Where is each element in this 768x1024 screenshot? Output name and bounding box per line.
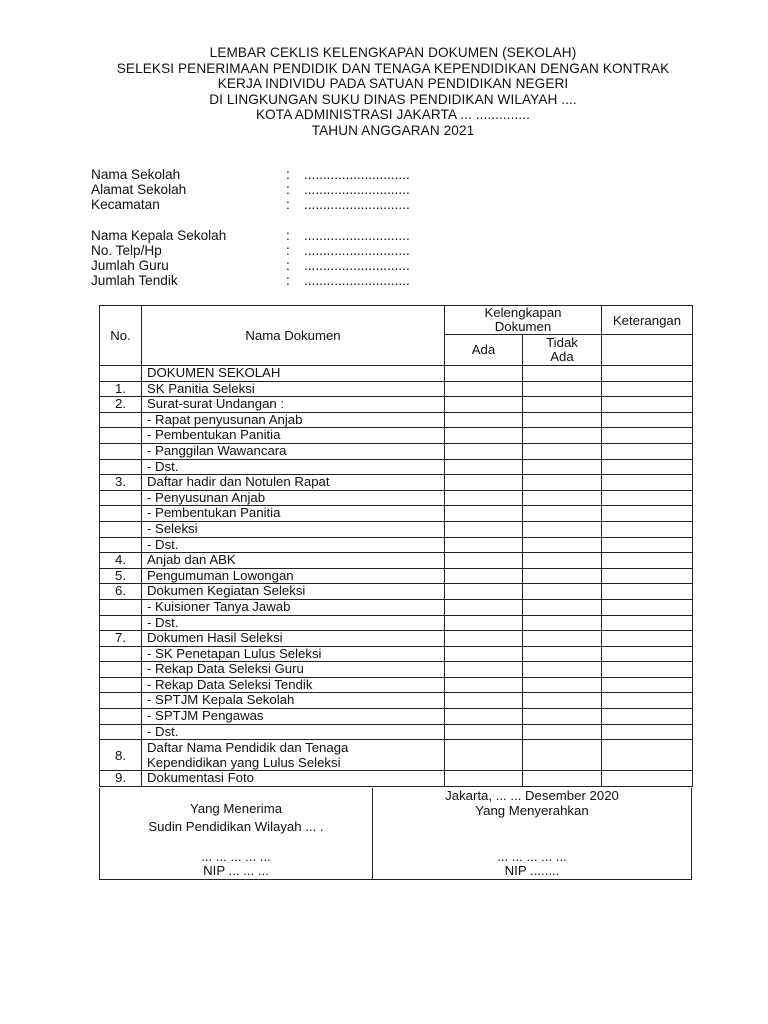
cell-tidak-ada	[523, 490, 602, 506]
receiver-nip: NIP ... ... ...	[203, 863, 269, 878]
cell-ada	[445, 709, 523, 725]
cell-keterangan	[602, 537, 693, 553]
table-row	[100, 366, 693, 382]
table-row	[100, 443, 693, 459]
cell-ada	[445, 740, 523, 771]
title-line: LEMBAR CEKLIS KELENGKAPAN DOKUMEN (SEKOLAH)	[209, 45, 577, 60]
title-line: KOTA ADMINISTRASI JAKARTA ... ..............	[255, 107, 531, 122]
row-number	[100, 537, 142, 553]
table-row	[100, 459, 693, 475]
cell-keterangan	[602, 366, 693, 382]
cell-tidak-ada	[523, 709, 602, 725]
header-kelengkapan-line: Dokumen	[494, 319, 552, 334]
row-document-name: - Kuisioner Tanya Jawab	[142, 599, 445, 615]
row-number	[100, 412, 142, 428]
table-row	[100, 740, 693, 771]
cell-tidak-ada	[523, 412, 602, 428]
cell-ada	[445, 428, 523, 444]
cell-tidak-ada	[523, 599, 602, 615]
table-row	[100, 646, 693, 662]
cell-keterangan	[602, 459, 693, 475]
row-number: 9.	[100, 771, 142, 787]
info-value: ............................	[304, 228, 410, 243]
cell-tidak-ada	[523, 615, 602, 631]
cell-ada	[445, 459, 523, 475]
cell-keterangan	[602, 397, 693, 413]
cell-keterangan	[602, 443, 693, 459]
row-number	[100, 693, 142, 709]
cell-tidak-ada	[523, 397, 602, 413]
cell-keterangan	[602, 553, 693, 569]
row-document-name: - SK Penetapan Lulus Seleksi	[142, 646, 445, 662]
cell-tidak-ada	[523, 537, 602, 553]
row-number	[100, 506, 142, 522]
row-number	[100, 646, 142, 662]
row-document-name: - Panggilan Wawancara	[142, 443, 445, 459]
cell-tidak-ada	[523, 428, 602, 444]
cell-ada	[445, 412, 523, 428]
info-value: ............................	[304, 197, 410, 212]
row-number	[100, 366, 142, 382]
cell-ada	[445, 490, 523, 506]
row-document-name: - Dst.	[142, 537, 445, 553]
row-number	[100, 428, 142, 444]
cell-ada	[445, 599, 523, 615]
row-document-name: Surat-surat Undangan :	[142, 397, 445, 413]
cell-tidak-ada	[523, 366, 602, 382]
row-document-name: - SPTJM Kepala Sekolah	[142, 693, 445, 709]
cell-ada	[445, 537, 523, 553]
info-value: ............................	[304, 273, 410, 288]
info-colon: :	[286, 167, 290, 182]
cell-ada	[445, 475, 523, 491]
cell-keterangan	[602, 412, 693, 428]
cell-keterangan	[602, 428, 693, 444]
header-keterangan: Keterangan	[602, 306, 693, 335]
cell-ada	[445, 568, 523, 584]
cell-tidak-ada	[523, 677, 602, 693]
cell-keterangan	[602, 631, 693, 647]
cell-keterangan	[602, 381, 693, 397]
cell-keterangan	[602, 709, 693, 725]
cell-ada	[445, 677, 523, 693]
info-colon: :	[286, 258, 290, 273]
cell-ada	[445, 506, 523, 522]
giver-nip: NIP ........	[504, 863, 560, 878]
table-row	[100, 662, 693, 678]
cell-ada	[445, 631, 523, 647]
table-row	[100, 677, 693, 693]
row-number: 7.	[100, 631, 142, 647]
info-label: Nama Kepala Sekolah	[91, 228, 227, 243]
row-document-name: Anjab dan ABK	[142, 553, 445, 569]
row-number: 1.	[100, 381, 142, 397]
table-row	[100, 568, 693, 584]
cell-ada	[445, 724, 523, 740]
table-row	[100, 724, 693, 740]
row-document-name: - Pembentukan Panitia	[142, 428, 445, 444]
cell-tidak-ada	[523, 521, 602, 537]
row-document-name: - Dst.	[142, 724, 445, 740]
cell-keterangan	[602, 506, 693, 522]
info-colon: :	[286, 197, 290, 212]
row-document-name: - Rekap Data Seleksi Guru	[142, 662, 445, 678]
row-number	[100, 443, 142, 459]
info-label: Alamat Sekolah	[91, 182, 187, 197]
info-value: ............................	[304, 182, 410, 197]
row-document-name: - SPTJM Pengawas	[142, 709, 445, 725]
row-document-name: - Seleksi	[142, 521, 445, 537]
cell-ada	[445, 615, 523, 631]
cell-ada	[445, 553, 523, 569]
info-label: Kecamatan	[91, 197, 160, 212]
cell-keterangan	[602, 599, 693, 615]
info-label: No. Telp/Hp	[91, 243, 162, 258]
row-number	[100, 521, 142, 537]
header-tidak-line: Ada	[550, 349, 574, 364]
cell-ada	[445, 443, 523, 459]
row-number: 3.	[100, 475, 142, 491]
cell-tidak-ada	[523, 646, 602, 662]
row-document-name: Dokumentasi Foto	[142, 771, 445, 787]
table-row	[100, 537, 693, 553]
cell-ada	[445, 662, 523, 678]
cell-tidak-ada	[523, 553, 602, 569]
cell-keterangan	[602, 521, 693, 537]
title-line: TAHUN ANGGARAN 2021	[311, 122, 475, 138]
cell-tidak-ada	[523, 662, 602, 678]
table-row	[100, 428, 693, 444]
row-document-name: - Pembentukan Panitia	[142, 506, 445, 522]
title-line: SELEKSI PENERIMAAN PENDIDIK DAN TENAGA KEPENDIDIKAN DENGAN KONTRAK	[116, 60, 670, 76]
cell-keterangan	[602, 662, 693, 678]
cell-keterangan	[602, 677, 693, 693]
receiver-name: ... ... ... ... ...	[201, 849, 271, 864]
cell-tidak-ada	[523, 740, 602, 771]
row-document-name: - Rekap Data Seleksi Tendik	[142, 677, 445, 693]
giver-place-date: Jakarta, ... ... Desember 2020	[445, 788, 619, 803]
table-row	[100, 397, 693, 413]
header-ada: Ada	[445, 335, 523, 366]
table-row	[100, 553, 693, 569]
cell-keterangan	[602, 740, 693, 771]
cell-ada	[445, 397, 523, 413]
row-document-name: - Dst.	[142, 615, 445, 631]
table-row	[100, 521, 693, 537]
info-label: Nama Sekolah	[91, 167, 181, 182]
row-document-name: - Dst.	[142, 459, 445, 475]
row-document-name: Dokumen Hasil Seleksi	[142, 631, 445, 647]
cell-keterangan	[602, 615, 693, 631]
row-number	[100, 677, 142, 693]
receiver-office: Sudin Pendidikan Wilayah ... .	[148, 819, 324, 834]
row-document-name: Dokumen Kegiatan Seleksi	[142, 584, 445, 600]
row-number	[100, 459, 142, 475]
cell-tidak-ada	[523, 459, 602, 475]
table-row	[100, 381, 693, 397]
table-row	[100, 631, 693, 647]
document-checklist-table	[99, 305, 693, 787]
info-label: Jumlah Tendik	[91, 273, 178, 288]
header-kelengkapan-line: Kelengkapan	[484, 305, 562, 320]
row-number	[100, 662, 142, 678]
cell-ada	[445, 521, 523, 537]
header-tidak-ada	[523, 335, 602, 366]
cell-keterangan	[602, 584, 693, 600]
row-number	[100, 724, 142, 740]
cell-ada	[445, 366, 523, 382]
info-colon: :	[286, 182, 290, 197]
cell-tidak-ada	[523, 584, 602, 600]
cell-tidak-ada	[523, 724, 602, 740]
cell-tidak-ada	[523, 568, 602, 584]
giver-name: ... ... ... ... ...	[497, 849, 567, 864]
row-number: 2.	[100, 397, 142, 413]
cell-tidak-ada	[523, 693, 602, 709]
cell-tidak-ada	[523, 475, 602, 491]
header-no: No.	[100, 306, 142, 366]
row-document-name: Daftar hadir dan Notulen Rapat	[142, 475, 445, 491]
info-colon: :	[286, 243, 290, 258]
row-document-name-line: Kependidikan yang Lulus Seleksi	[147, 755, 341, 771]
header-kelengkapan	[445, 306, 602, 335]
row-document-name: - Rapat penyusunan Anjab	[142, 412, 445, 428]
signature-block	[99, 788, 692, 880]
title-line: DI LINGKUNGAN SUKU DINAS PENDIDIKAN WILAYAH ....	[209, 91, 577, 107]
cell-ada	[445, 584, 523, 600]
row-number: 6.	[100, 584, 142, 600]
cell-tidak-ada	[523, 771, 602, 787]
info-label: Jumlah Guru	[91, 258, 169, 273]
cell-keterangan	[602, 771, 693, 787]
table-row	[100, 584, 693, 600]
cell-tidak-ada	[523, 506, 602, 522]
row-document-name: DOKUMEN SEKOLAH	[142, 366, 445, 382]
giver-role: Yang Menyerahkan	[475, 803, 589, 818]
table-row	[100, 709, 693, 725]
cell-ada	[445, 771, 523, 787]
cell-tidak-ada	[523, 381, 602, 397]
row-number	[100, 599, 142, 615]
table-row	[100, 599, 693, 615]
cell-keterangan	[602, 568, 693, 584]
table-row	[100, 771, 693, 787]
info-value: ............................	[304, 167, 410, 182]
title-line: KERJA INDIVIDU PADA SATUAN PENDIDIKAN NEGERI	[217, 76, 569, 91]
header-keterangan-blank	[602, 335, 693, 366]
table-row	[100, 490, 693, 506]
row-number: 4.	[100, 553, 142, 569]
row-document-name: SK Panitia Seleksi	[142, 381, 445, 397]
row-document-name: Pengumuman Lowongan	[142, 568, 445, 584]
row-number: 5.	[100, 568, 142, 584]
table-row	[100, 506, 693, 522]
cell-keterangan	[602, 724, 693, 740]
row-number	[100, 709, 142, 725]
cell-keterangan	[602, 693, 693, 709]
cell-tidak-ada	[523, 631, 602, 647]
cell-tidak-ada	[523, 443, 602, 459]
cell-ada	[445, 646, 523, 662]
receiver-role: Yang Menerima	[189, 801, 283, 816]
row-number	[100, 490, 142, 506]
table-body	[100, 366, 693, 787]
row-document-name	[142, 740, 445, 771]
signature-giver	[373, 788, 691, 879]
cell-keterangan	[602, 475, 693, 491]
table-header-row	[100, 306, 693, 335]
document-title	[0, 45, 768, 138]
cell-keterangan	[602, 490, 693, 506]
table-row	[100, 693, 693, 709]
signature-receiver	[100, 788, 372, 879]
info-colon: :	[286, 228, 290, 243]
row-number: 8.	[100, 740, 142, 771]
info-value: ............................	[304, 243, 410, 258]
info-colon: :	[286, 273, 290, 288]
row-document-name-line: Daftar Nama Pendidik dan Tenaga	[147, 740, 349, 756]
table-row	[100, 475, 693, 491]
cell-keterangan	[602, 646, 693, 662]
header-nama-dokumen: Nama Dokumen	[142, 306, 445, 366]
info-value: ............................	[304, 258, 410, 273]
row-document-name: - Penyusunan Anjab	[142, 490, 445, 506]
row-number	[100, 615, 142, 631]
cell-ada	[445, 381, 523, 397]
table-row	[100, 615, 693, 631]
header-tidak-line: Tidak	[546, 335, 578, 350]
table-row	[100, 412, 693, 428]
cell-ada	[445, 693, 523, 709]
